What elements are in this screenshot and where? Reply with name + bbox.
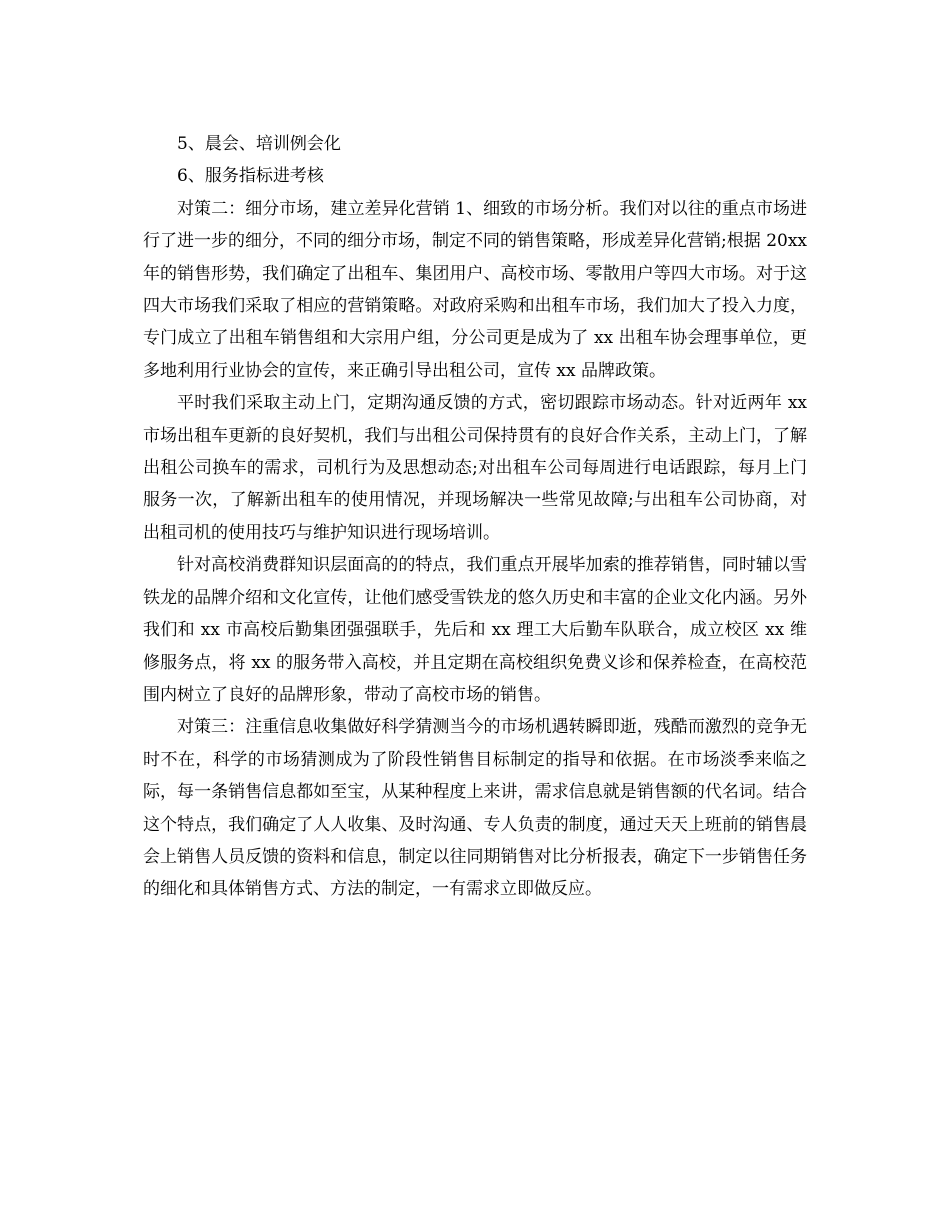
list-item-morning-meeting: 5、晨会、培训例会化 xyxy=(177,134,341,154)
paragraph-taxi-followup: 平时我们采取主动上门，定期沟通反馈的方式，密切跟踪市场动态。针对近两年 xx 市场出租车更新的良好契机，我们与出租公司保持贯有的良好合作关系，主动上门，了解出租公司换车的需求，司机行为及思想动态;对出租车公司每周进行电话跟踪，每月上门服务一次，了解新出租车的使用情况，并现场解决一些常见故障;与出租车公司协商，对出租司机的使用技巧与维护知识进行现场培训。 xyxy=(143,393,807,543)
document-page xyxy=(143,128,807,906)
paragraph-strategy-three: 对策三：注重信息收集做好科学猜测当今的市场机遇转瞬即逝，残酷而激烈的竞争无时不在，科学的市场猜测成为了阶段性销售目标制定的指导和依据。在市场淡季来临之际，每一条销售信息都如至宝，从某种程度上来讲，需求信息就是销售额的代名词。结合这个特点，我们确定了人人收集、及时沟通、专人负责的制度，通过天天上班前的销售晨会上销售人员反馈的资料和信息，制定以往同期销售对比分析报表，确定下一步销售任务的细化和具体销售方式、方法的制定，一有需求立即做反应。 xyxy=(143,717,807,900)
paragraph-strategy-two: 对策二：细分市场，建立差异化营销 1、细致的市场分析。我们对以往的重点市场进行了进一步的细分，不同的细分市场，制定不同的销售策略，形成差异化营销;根据 20xx 年的销售形势，我们确定了出租车、集团用户、高校市场、零散用户等四大市场。对于这四大市场我们采取了相应的营销策略。对政府采购和出租车市场，我们加大了投入力度，专门成立了出租车销售组和大宗用户组，分公司更是成为了 xx 出租车协会理事单位，更多地利用行业协会的宣传，来正确引导出租公司，宣传 xx 品牌政策。 xyxy=(143,198,807,381)
paragraph-university-market: 针对高校消费群知识层面高的的特点，我们重点开展毕加索的推荐销售，同时辅以雪铁龙的品牌介绍和文化宣传，让他们感受雪铁龙的悠久历史和丰富的企业文化内涵。另外我们和 xx 市高校后勤集团强强联手，先后和 xx 理工大后勤车队联合，成立校区 xx 维修服务点，将 xx 的服务带入高校，并且定期在高校组织免费义诊和保养检查，在高校范围内树立了良好的品牌形象，带动了高校市场的销售。 xyxy=(143,555,807,705)
list-item-service-indicators: 6、服务指标进考核 xyxy=(177,166,324,187)
